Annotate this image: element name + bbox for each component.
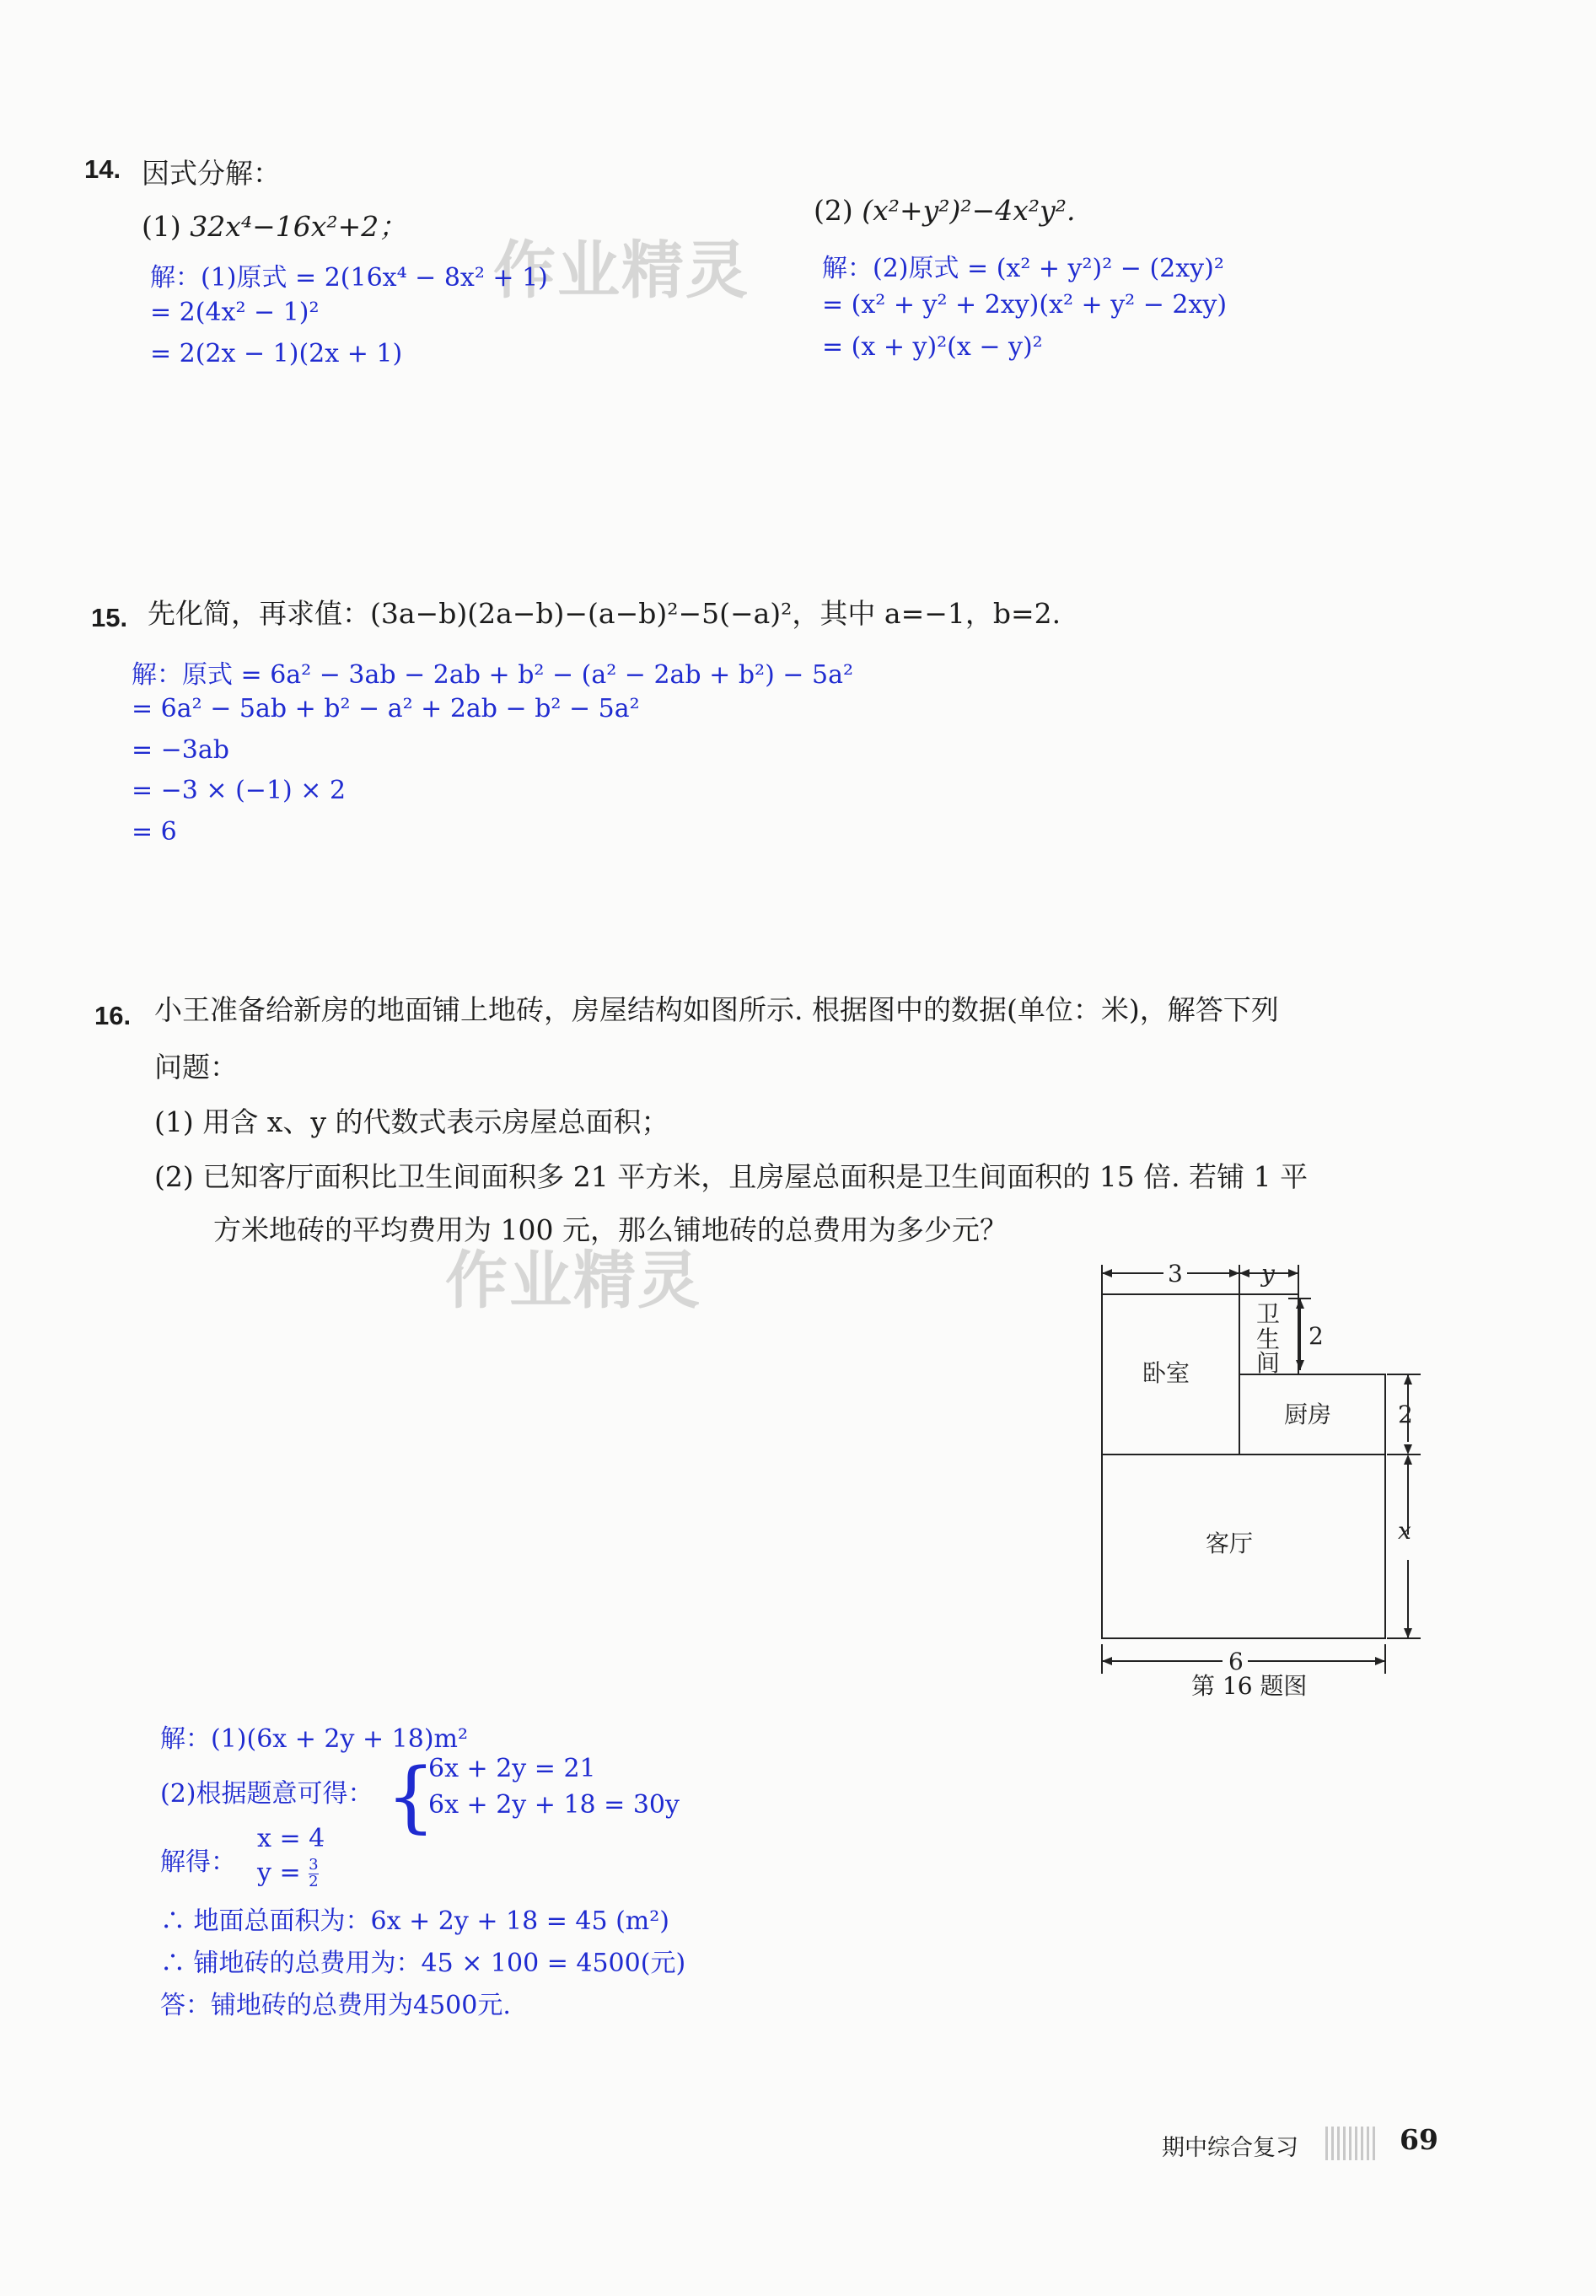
q16-solution-line6: 答：铺地砖的总费用为4500元.	[160, 1991, 511, 2020]
figure-caption: 第 16 题图	[1191, 1672, 1308, 1700]
q14-part2	[814, 194, 1075, 227]
room-bath-char1: 卫	[1256, 1300, 1281, 1328]
q16-result-y-fraction	[309, 1858, 318, 1890]
q15-solution-line1: 解：原式 = 6a² − 3ab − 2ab + b² − (a² − 2ab + b²) − 5a²	[132, 660, 853, 690]
page-number: 69	[1400, 2123, 1438, 2156]
q16-solution-line3-prefix: 解得：	[160, 1847, 236, 1877]
q14-solution2-line3: = (x + y)²(x − y)²	[822, 332, 1043, 362]
q14-part2-label: (2)	[814, 194, 853, 227]
room-bedroom: 卧室	[1142, 1359, 1190, 1387]
dim-right-middle: 2	[1398, 1401, 1413, 1428]
q14-solution1-line3: = 2(2x − 1)(2x + 1)	[150, 339, 403, 368]
q16-solution-line5: ∴ 铺地砖的总费用为：45 × 100 = 4500(元)	[160, 1949, 686, 1978]
q14-solution1-line1: 解：(1)原式 = 2(16x⁴ − 8x² + 1)	[150, 263, 548, 293]
room-bath-char2: 生	[1256, 1325, 1281, 1353]
dim-right-upper: 2	[1309, 1322, 1324, 1350]
q16-system-eq2: 6x + 2y + 18 = 30y	[428, 1790, 680, 1820]
dim-right-lower: x	[1398, 1517, 1411, 1545]
room-bath-char3: 间	[1256, 1349, 1281, 1377]
q16-line1: 小王准备给新房的地面铺上地砖，房屋结构如图所示. 根据图中的数据(单位：米)，解答下列	[154, 993, 1279, 1026]
room-living: 客厅	[1206, 1530, 1254, 1557]
fraction-denominator: 2	[309, 1872, 319, 1890]
footer-section-title: 期中综合复习	[1162, 2135, 1298, 2161]
q14-number: 14.	[84, 154, 121, 184]
q15-solution-line5: = 6	[132, 817, 177, 847]
q16-part1: (1) 用含 x、y 的代数式表示房屋总面积；	[154, 1105, 669, 1138]
q16-part2-line1: (2) 已知客厅面积比卫生间面积多 21 平方米，且房屋总面积是卫生间面积的 15 倍. 若铺 1 平	[154, 1160, 1309, 1193]
fraction-numerator: 3	[309, 1856, 319, 1874]
q16-number: 16.	[94, 1001, 132, 1030]
dim-top-right: y	[1261, 1260, 1275, 1288]
q16-system-eq1: 6x + 2y = 21	[428, 1754, 596, 1783]
q14-part1	[142, 205, 406, 245]
q14-solution1-line2: = 2(4x² − 1)²	[150, 298, 320, 327]
q16-part2-line2: 方米地砖的平均费用为 100 元，那么铺地砖的总费用为多少元？	[213, 1213, 1008, 1246]
q15-number: 15.	[91, 603, 128, 632]
q16-solution-line4: ∴ 地面总面积为：6x + 2y + 18 = 45 (m²)	[160, 1906, 669, 1936]
footer-decoration	[1325, 2127, 1376, 2160]
q16-result-y	[257, 1858, 319, 1890]
q16-result-x: x = 4	[257, 1824, 325, 1853]
dim-bottom: 6	[1228, 1648, 1244, 1675]
q16-line2: 问题：	[154, 1051, 238, 1083]
watermark-middle: 作业精灵	[445, 1245, 701, 1317]
q14-solution2-line2: = (x² + y² + 2xy)(x² + y² − 2xy)	[822, 290, 1228, 320]
q14-solution2-line1: 解：(2)原式 = (x² + y²)² − (2xy)²	[822, 254, 1224, 283]
q16-solution-line1: 解：(1)(6x + 2y + 18)m²	[160, 1724, 469, 1754]
q15-solution-line3: = −3ab	[132, 735, 229, 765]
q14-part1-label: (1)	[142, 210, 181, 243]
q14-part2-expr: (x²+y²)²−4x²y².	[862, 194, 1076, 227]
dim-top-left: 3	[1168, 1260, 1183, 1288]
q14-title: 因式分解：	[142, 157, 281, 190]
q16-result-y-left: y =	[257, 1858, 301, 1888]
house-floor-plan-diagram	[1088, 1256, 1442, 1703]
q15-text: 先化简，再求值：(3a−b)(2a−b)−(a−b)²−5(−a)²，其中 a=−1，b=2.	[148, 597, 1061, 630]
room-kitchen: 厨房	[1284, 1401, 1332, 1428]
watermark-top: 作业精灵	[493, 234, 750, 307]
q16-solution-line2-prefix: (2)根据题意可得：	[160, 1779, 373, 1809]
equation-system-brace: {	[386, 1751, 436, 1842]
q15-solution-line2: = 6a² − 5ab + b² − a² + 2ab − b² − 5a²	[132, 694, 640, 723]
q14-part1-expr: 32x⁴−16x²+2；	[190, 210, 407, 243]
q15-solution-line4: = −3 × (−1) × 2	[132, 776, 347, 805]
